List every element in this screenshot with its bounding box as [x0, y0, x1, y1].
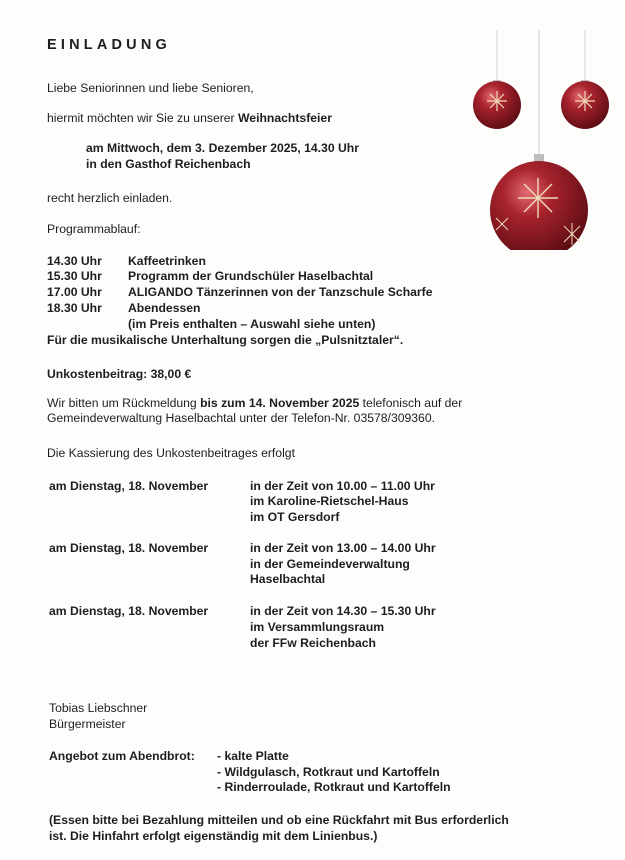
- collection-day: am Dienstag, 18. November: [49, 604, 209, 618]
- large-ornament-ball: [490, 161, 588, 250]
- event-name: Weihnachtsfeier: [238, 111, 332, 125]
- star-icon: [575, 91, 595, 111]
- rsvp-text: Wir bitten um Rückmeldung: [47, 396, 201, 410]
- dinner-heading: Angebot zum Abendbrot:: [49, 749, 195, 763]
- collection-location: in der Gemeindeverwaltung: [250, 557, 410, 571]
- program-time: 18.30 Uhr: [47, 301, 102, 315]
- collection-location: im Versammlungsraum: [250, 620, 385, 634]
- collection-heading: Die Kassierung des Unkostenbeitrages erfolgt: [47, 446, 295, 460]
- rsvp-text: telefonisch auf der: [359, 396, 463, 410]
- event-place: in den Gasthof Reichenbach: [86, 157, 251, 171]
- star-icon: [487, 91, 507, 111]
- invite-closing: recht herzlich einladen.: [47, 191, 173, 205]
- program-heading: Programmablauf:: [47, 222, 141, 236]
- dinner-option: - kalte Platte: [217, 749, 289, 763]
- program-item: Kaffeetrinken: [128, 254, 206, 268]
- program-item: Abendessen: [128, 301, 201, 315]
- rsvp-line-2: Gemeindeverwaltung Haselbachtal unter der Telefon-Nr. 03578/309360.: [47, 411, 435, 425]
- christmas-ornaments-decoration: [460, 30, 625, 250]
- rsvp-deadline: bis zum 14. November 2025: [200, 396, 360, 410]
- collection-location: im OT Gersdorf: [250, 510, 340, 524]
- greeting: Liebe Seniorinnen und liebe Senioren,: [47, 81, 254, 95]
- intro-prefix: hiermit möchten wir Sie zu unserer: [47, 111, 239, 125]
- program-time: 15.30 Uhr: [47, 269, 102, 283]
- program-item: Programm der Grundschüler Haselbachtal: [128, 269, 374, 283]
- event-date: am Mittwoch, dem 3. Dezember 2025, 14.30 Uhr: [86, 141, 359, 155]
- page-title: EINLADUNG: [47, 37, 171, 53]
- collection-time: in der Zeit von 14.30 – 15.30 Uhr: [250, 604, 436, 618]
- collection-location: Haselbachtal: [250, 572, 326, 586]
- cost-line: Unkostenbeitrag: 38,00 €: [47, 367, 192, 381]
- ornament-cap: [534, 154, 544, 162]
- collection-location: im Karoline-Rietschel-Haus: [250, 494, 409, 508]
- program-note: (im Preis enthalten – Auswahl siehe unten): [128, 317, 376, 331]
- collection-location: der FFw Reichenbach: [250, 636, 376, 650]
- signature-name: Tobias Liebschner: [49, 701, 148, 715]
- star-icon: [518, 178, 558, 218]
- intro-line: [47, 111, 332, 126]
- dinner-option: - Rinderroulade, Rotkraut und Kartoffeln: [217, 780, 451, 794]
- footer-note: ist. Die Hinfahrt erfolgt eigenständig mit dem Linienbus.): [49, 829, 378, 843]
- music-line: Für die musikalische Unterhaltung sorgen die „Pulsnitztaler“.: [47, 333, 404, 347]
- program-time: 14.30 Uhr: [47, 254, 102, 268]
- dinner-option: - Wildgulasch, Rotkraut und Kartoffeln: [217, 765, 440, 779]
- collection-time: in der Zeit von 13.00 – 14.00 Uhr: [250, 541, 436, 555]
- program-item: ALIGANDO Tänzerinnen von der Tanzschule Scharfe: [128, 285, 433, 299]
- signature-role: Bürgermeister: [49, 717, 126, 731]
- collection-day: am Dienstag, 18. November: [49, 479, 209, 493]
- collection-day: am Dienstag, 18. November: [49, 541, 209, 555]
- program-time: 17.00 Uhr: [47, 285, 102, 299]
- collection-time: in der Zeit von 10.00 – 11.00 Uhr: [250, 479, 435, 493]
- rsvp-line-1: [47, 396, 462, 411]
- footer-note: (Essen bitte bei Bezahlung mitteilen und ob eine Rückfahrt mit Bus erforderlich: [49, 813, 509, 827]
